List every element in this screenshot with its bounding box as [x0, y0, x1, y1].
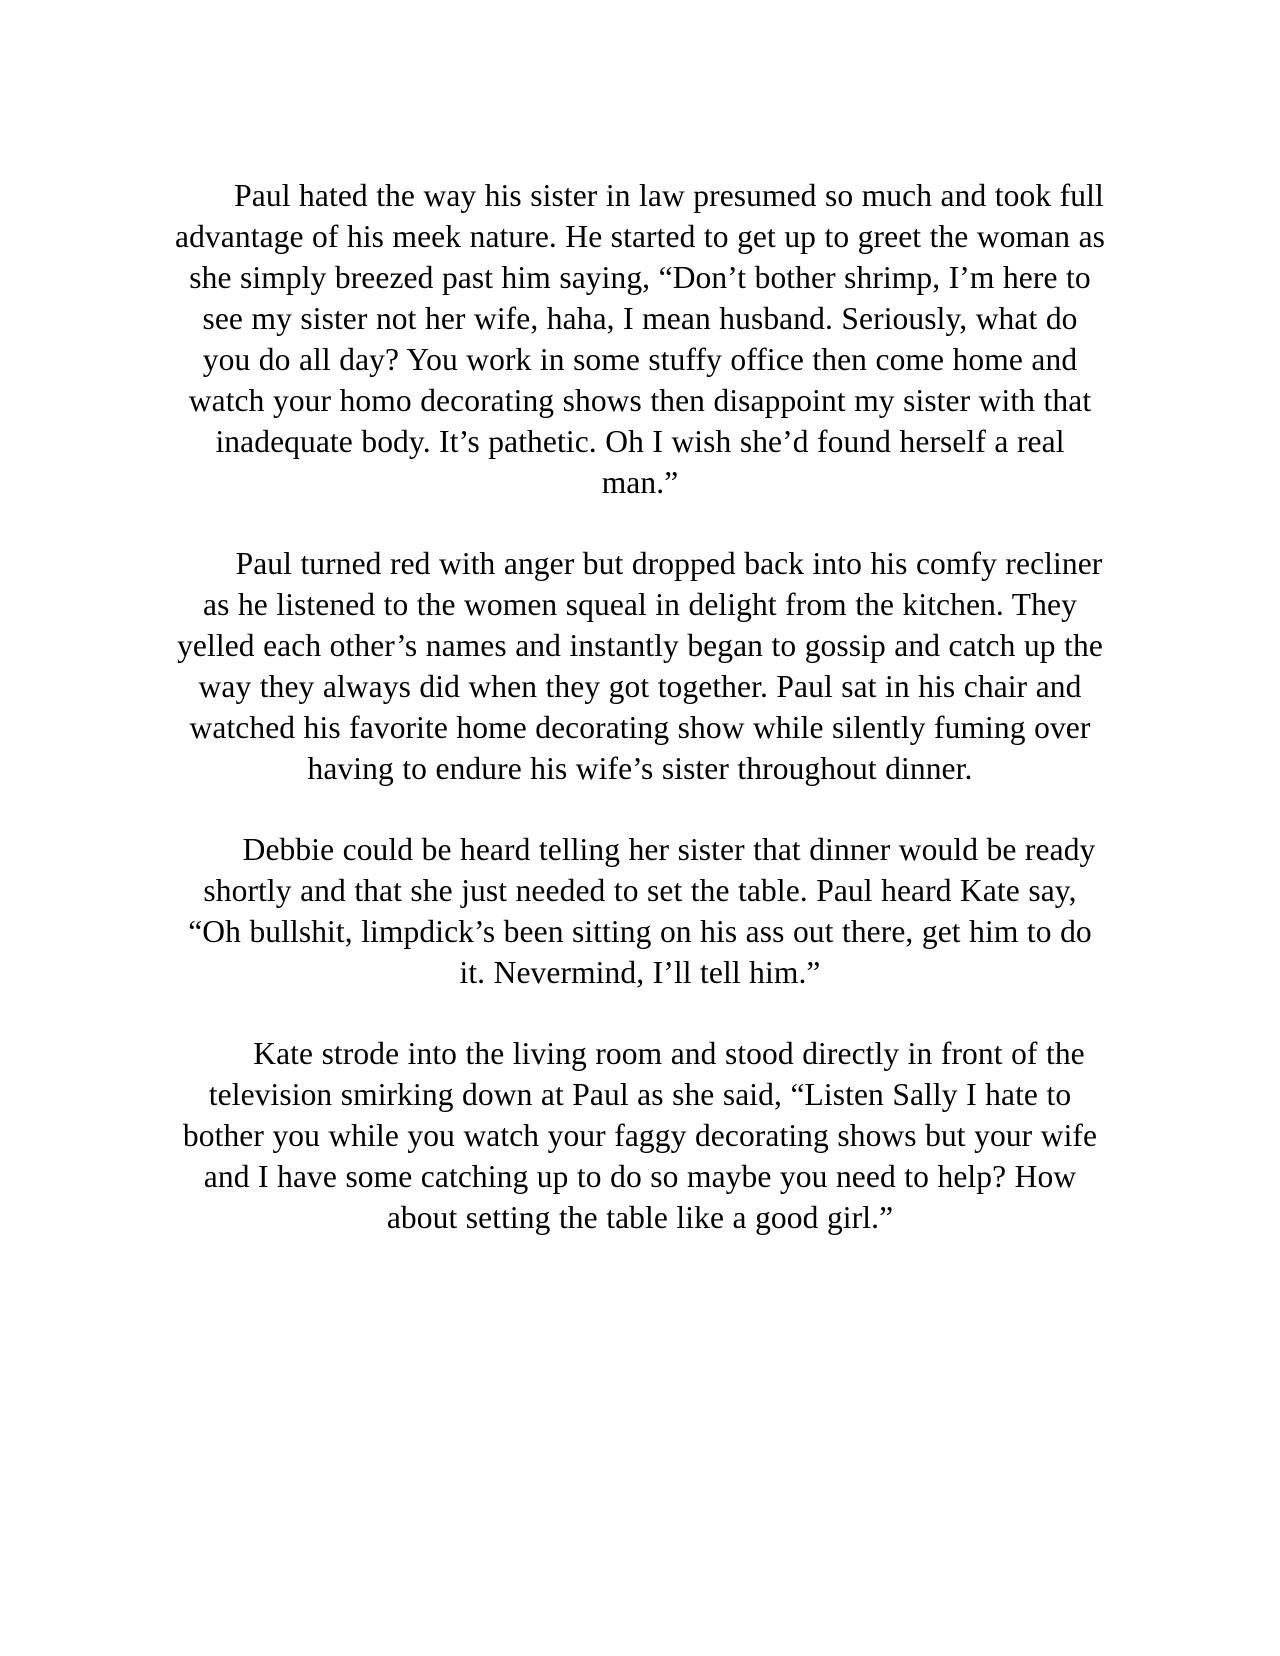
- paragraph-1: [175, 175, 1105, 503]
- paragraph-text: Paul turned red with anger but dropped back into his comfy recliner as he listened to the women squeal in delight from the kitchen. They yelled each other’s names and instantly began to gossip and catch up the way they always did when they got together. Paul sat in his chair and watched his favorite home decorating show while silently fuming over having to endure his wife’s sister throughout dinner.: [177, 546, 1103, 786]
- paragraph-3: [175, 829, 1105, 993]
- document-body: [175, 175, 1105, 1238]
- paragraph-text: Kate strode into the living room and stood directly in front of the television smirking down at Paul as she said, “Listen Sally I hate to bother you while you watch your faggy decorating shows but your wife and I have some catching up to do so maybe you need to help? How about setting the table like a good girl.”: [182, 1036, 1098, 1235]
- paragraph-2: [175, 543, 1105, 789]
- paragraph-text: Debbie could be heard telling her sister that dinner would be ready shortly and that she just needed to set the table. Paul heard Kate say, “Oh bullshit, limpdick’s been sitting on his ass out there, get him to do it. Nevermind, I’ll tell him.”: [188, 832, 1096, 990]
- paragraph-4: [175, 1033, 1105, 1238]
- paragraph-text: Paul hated the way his sister in law presumed so much and took full advantage of his meek nature. He started to get up to greet the woman as she simply breezed past him saying, “Don’t bother shrimp, I’m here to see my sister not her wife, haha, I mean husband. Seriously, what do you do all day? You work in some stuffy office then come home and watch your homo decorating shows then disappoint my sister with that inadequate body. It’s pathetic. Oh I wish she’d found herself a real man.”: [175, 178, 1106, 500]
